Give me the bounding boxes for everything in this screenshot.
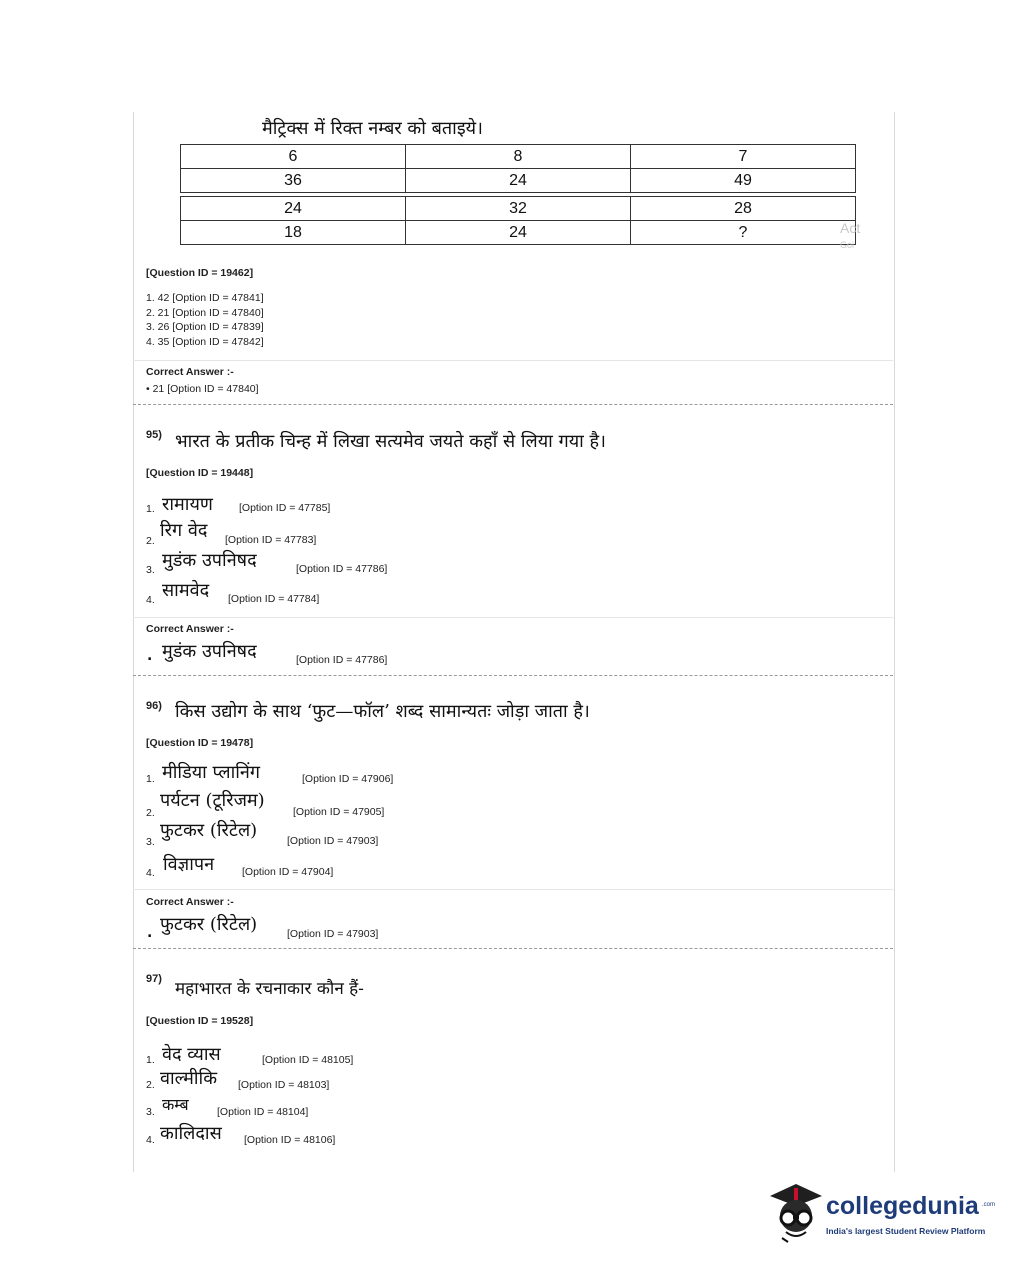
q96-option-text: मीडिया प्लानिंग (162, 762, 261, 783)
q95-option-num: 2. (146, 535, 155, 547)
q95-question-id: [Question ID = 19448] (146, 467, 254, 479)
question-separator (133, 675, 893, 676)
matrix-cell: 7 (631, 145, 856, 169)
q95-option-text: सामवेद (162, 580, 210, 601)
q97-question-id: [Question ID = 19528] (146, 1015, 254, 1027)
q96-number: 96) (146, 700, 162, 712)
q95-option-num: 4. (146, 594, 155, 606)
matrix-row (181, 145, 856, 169)
q95-correct-label: Correct Answer :- (146, 623, 234, 635)
q97-option-num: 3. (146, 1106, 155, 1118)
question-separator (133, 948, 893, 949)
q94-option: 3. 26 [Option ID = 47839] (146, 321, 264, 333)
q96-option-text: विज्ञापन (163, 854, 215, 875)
q96-option-id: [Option ID = 47905] (293, 806, 385, 818)
q95-option-text: रिग वेद (160, 520, 208, 541)
matrix-table-bottom (180, 196, 856, 245)
matrix-cell: 8 (406, 145, 631, 169)
q96-option-num: 1. (146, 773, 155, 785)
bullet-icon: . (147, 925, 153, 941)
question-separator (133, 404, 893, 405)
q96-option-num: 3. (146, 836, 155, 848)
divider (133, 889, 893, 890)
matrix-cell: ? (631, 221, 856, 245)
matrix-row (181, 197, 856, 221)
q97-option-num: 2. (146, 1079, 155, 1091)
q95-option-id: [Option ID = 47784] (228, 593, 320, 605)
divider (133, 360, 893, 361)
matrix-cell: 36 (181, 169, 406, 193)
q94-correct-label: Correct Answer :- (146, 366, 234, 378)
matrix-cell: 24 (406, 169, 631, 193)
matrix-cell: 24 (406, 221, 631, 245)
q96-option-text: फुटकर (रिटेल) (160, 820, 258, 841)
q97-option-id: [Option ID = 48103] (238, 1079, 330, 1091)
q96-option-num: 4. (146, 867, 155, 879)
q95-correct-id: [Option ID = 47786] (296, 654, 388, 666)
q96-correct-label: Correct Answer :- (146, 896, 234, 908)
q96-option-id: [Option ID = 47906] (302, 773, 394, 785)
logo-suffix: .com (982, 1202, 996, 1208)
q95-option-text: रामायण (162, 494, 213, 515)
q97-number: 97) (146, 973, 162, 985)
q97-option-text: वाल्मीकि (160, 1068, 218, 1089)
q95-number: 95) (146, 429, 162, 441)
q95-option-num: 3. (146, 564, 155, 576)
q95-correct-text: मुडंक उपनिषद (162, 641, 257, 662)
q97-option-id: [Option ID = 48105] (262, 1054, 354, 1066)
logo-tagline: India's largest Student Review Platform (826, 1226, 986, 1236)
matrix-cell: 28 (631, 197, 856, 221)
q97-option-id: [Option ID = 48106] (244, 1134, 336, 1146)
q96-question-id: [Question ID = 19478] (146, 737, 254, 749)
matrix-cell: 18 (181, 221, 406, 245)
matrix-cell: 24 (181, 197, 406, 221)
logo-wordmark: collegedunia (826, 1192, 979, 1220)
matrix-row (181, 221, 856, 245)
q96-correct-id: [Option ID = 47903] (287, 928, 379, 940)
q94-question-id: [Question ID = 19462] (146, 267, 254, 279)
q96-question: किस उद्योग के साथ ‘फुट—फॉल’ शब्द सामान्यतः जोड़ा जाता है। (175, 701, 590, 722)
matrix-cell: 6 (181, 145, 406, 169)
q96-option-text: पर्यटन (टूरिजम) (160, 790, 265, 811)
q96-option-id: [Option ID = 47903] (287, 835, 379, 847)
q95-option-id: [Option ID = 47785] (239, 502, 331, 514)
watermark-text: Act (840, 220, 861, 236)
q95-option-text: मुडंक उपनिषद (162, 550, 257, 571)
q94-question: मैट्रिक्स में रिक्त नम्बर को बताइये। (262, 118, 483, 139)
q94-correct-answer: • 21 [Option ID = 47840] (146, 383, 259, 395)
q95-option-num: 1. (146, 503, 155, 515)
watermark-text: Goi (840, 240, 855, 250)
matrix-table-top (180, 144, 856, 193)
q97-option-id: [Option ID = 48104] (217, 1106, 309, 1118)
divider (133, 617, 893, 618)
q94-option: 4. 35 [Option ID = 47842] (146, 336, 264, 348)
q97-option-num: 4. (146, 1134, 155, 1146)
q96-correct-text: फुटकर (रिटेल) (160, 914, 258, 935)
q97-option-num: 1. (146, 1054, 155, 1066)
q94-option: 1. 42 [Option ID = 47841] (146, 292, 264, 304)
matrix-cell: 49 (631, 169, 856, 193)
matrix-row (181, 169, 856, 193)
q97-option-text: कालिदास (160, 1123, 222, 1144)
q95-option-id: [Option ID = 47786] (296, 563, 388, 575)
matrix-cell: 32 (406, 197, 631, 221)
q94-option: 2. 21 [Option ID = 47840] (146, 307, 264, 319)
q97-option-text: कम्ब (162, 1095, 189, 1114)
collegedunia-mascot-icon (766, 1178, 826, 1244)
q95-question: भारत के प्रतीक चिन्ह में लिखा सत्यमेव जयते कहाँ से लिया गया है। (175, 431, 606, 452)
q96-option-id: [Option ID = 47904] (242, 866, 334, 878)
q97-question: महाभारत के रचनाकार कौन हैं- (175, 979, 364, 999)
q97-option-text: वेद व्यास (162, 1044, 221, 1065)
q96-option-num: 2. (146, 807, 155, 819)
bullet-icon: . (147, 648, 153, 664)
q95-option-id: [Option ID = 47783] (225, 534, 317, 546)
